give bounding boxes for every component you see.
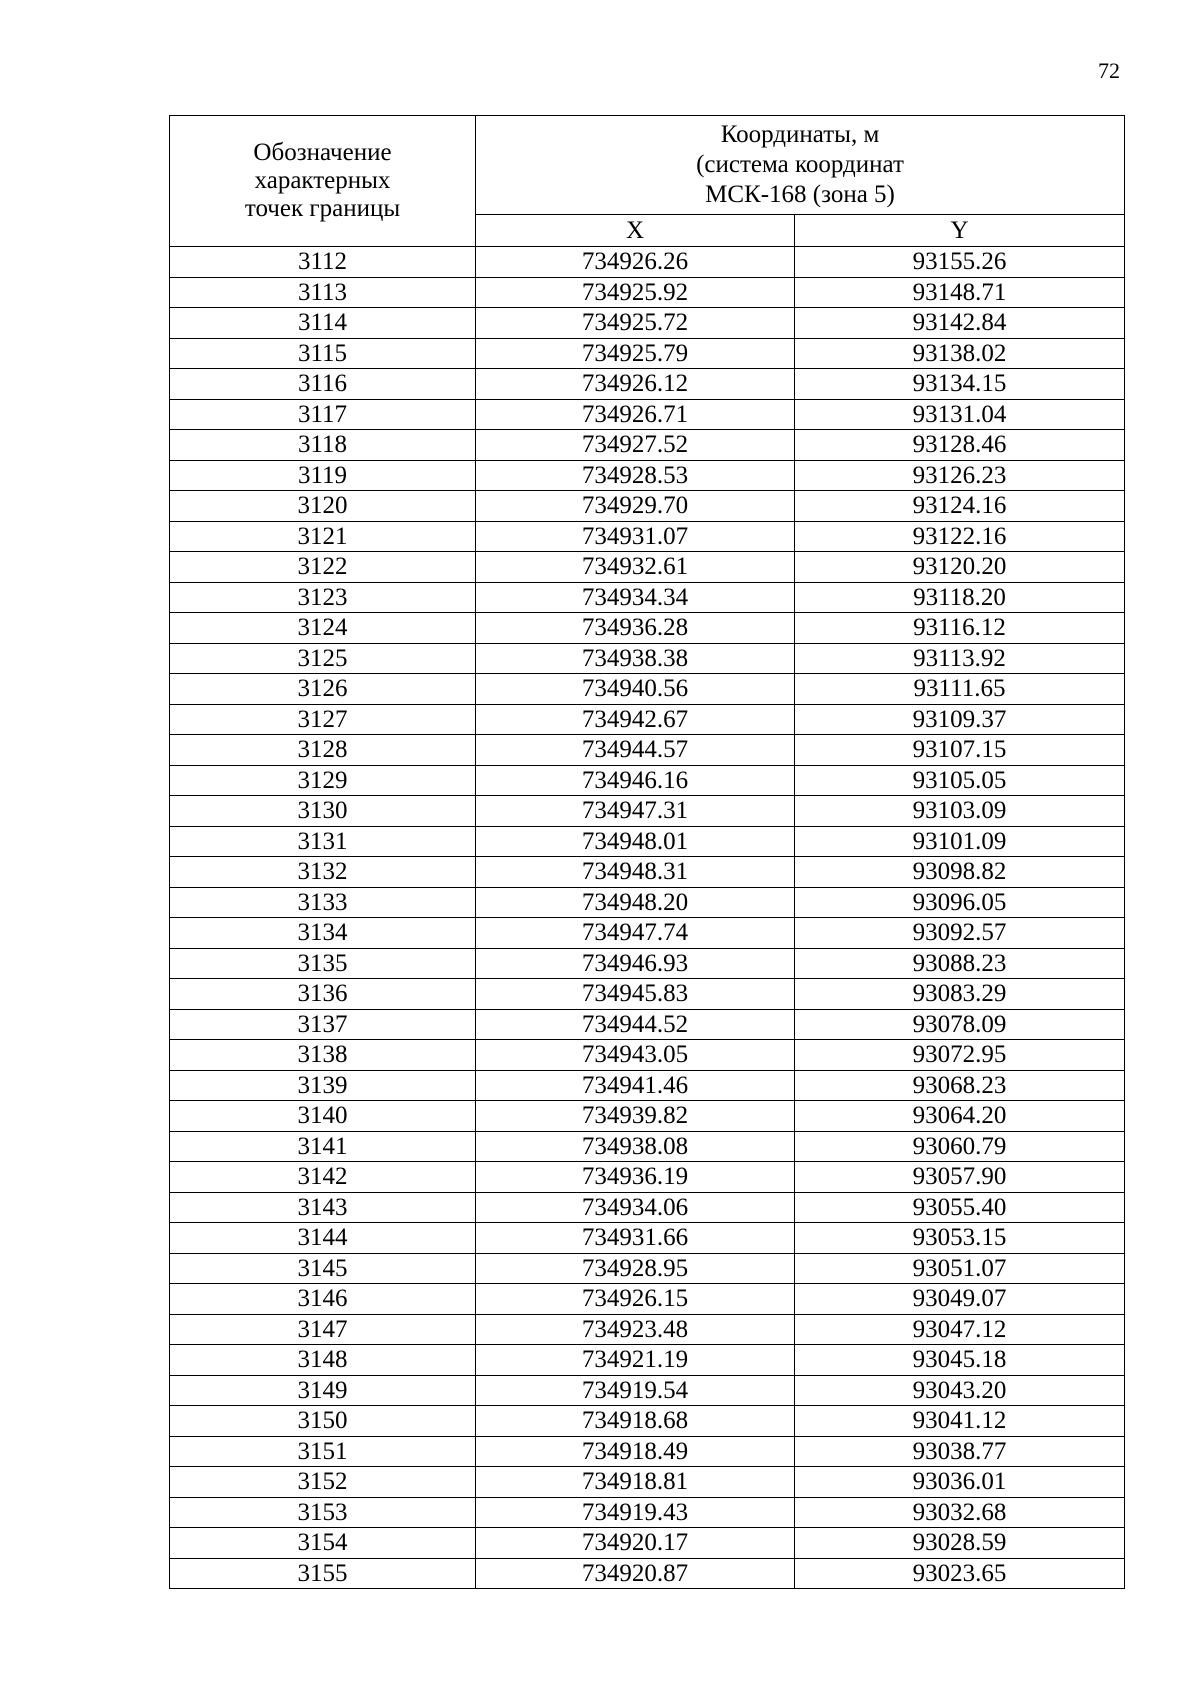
y-coordinate-cell: 93051.07	[795, 1253, 1125, 1284]
table-row	[170, 1375, 1125, 1406]
table-row	[170, 1192, 1125, 1223]
table-row	[170, 399, 1125, 430]
table-row	[170, 826, 1125, 857]
y-coordinate-cell: 93078.09	[795, 1009, 1125, 1040]
table-row	[170, 521, 1125, 552]
y-coordinate-cell: 93038.77	[795, 1436, 1125, 1467]
x-coordinate-cell: 734926.15	[476, 1284, 795, 1315]
point-id-cell: 3151	[170, 1436, 476, 1467]
table-row	[170, 765, 1125, 796]
point-id-cell: 3147	[170, 1314, 476, 1345]
table-row	[170, 460, 1125, 491]
x-coordinate-cell: 734934.06	[476, 1192, 795, 1223]
point-id-cell: 3138	[170, 1040, 476, 1071]
x-coordinate-cell: 734919.43	[476, 1497, 795, 1528]
point-id-cell: 3139	[170, 1070, 476, 1101]
point-id-cell: 3126	[170, 674, 476, 705]
x-coordinate-cell: 734939.82	[476, 1101, 795, 1132]
point-id-cell: 3131	[170, 826, 476, 857]
y-coordinate-cell: 93060.79	[795, 1131, 1125, 1162]
table-row	[170, 1253, 1125, 1284]
table-row	[170, 552, 1125, 583]
x-coordinate-cell: 734936.19	[476, 1162, 795, 1193]
y-coordinate-cell: 93041.12	[795, 1406, 1125, 1437]
point-id-cell: 3149	[170, 1375, 476, 1406]
y-coordinate-cell: 93105.05	[795, 765, 1125, 796]
x-coordinate-cell: 734925.92	[476, 277, 795, 308]
point-id-cell: 3144	[170, 1223, 476, 1254]
y-coordinate-cell: 93124.16	[795, 491, 1125, 522]
point-id-cell: 3142	[170, 1162, 476, 1193]
point-id-cell: 3128	[170, 735, 476, 766]
table-row	[170, 674, 1125, 705]
point-id-cell: 3129	[170, 765, 476, 796]
x-coordinate-cell: 734938.08	[476, 1131, 795, 1162]
y-coordinate-cell: 93126.23	[795, 460, 1125, 491]
x-coordinate-cell: 734938.38	[476, 643, 795, 674]
y-coordinate-cell: 93131.04	[795, 399, 1125, 430]
x-coordinate-cell: 734931.07	[476, 521, 795, 552]
y-coordinate-cell: 93096.05	[795, 887, 1125, 918]
x-coordinate-cell: 734919.54	[476, 1375, 795, 1406]
y-coordinate-cell: 93057.90	[795, 1162, 1125, 1193]
y-coordinate-cell: 93122.16	[795, 521, 1125, 552]
point-id-cell: 3146	[170, 1284, 476, 1315]
point-id-cell: 3137	[170, 1009, 476, 1040]
point-id-cell: 3130	[170, 796, 476, 827]
x-coordinate-cell: 734941.46	[476, 1070, 795, 1101]
x-coordinate-cell: 734945.83	[476, 979, 795, 1010]
y-coordinate-cell: 93092.57	[795, 918, 1125, 949]
header-x: X	[476, 215, 795, 247]
table-row	[170, 1101, 1125, 1132]
x-coordinate-cell: 734928.95	[476, 1253, 795, 1284]
x-coordinate-cell: 734944.52	[476, 1009, 795, 1040]
y-coordinate-cell: 93109.37	[795, 704, 1125, 735]
y-coordinate-cell: 93083.29	[795, 979, 1125, 1010]
x-coordinate-cell: 734926.71	[476, 399, 795, 430]
x-coordinate-cell: 734947.31	[476, 796, 795, 827]
table-row	[170, 1528, 1125, 1559]
coordinates-table	[169, 115, 1125, 1589]
table-row	[170, 613, 1125, 644]
x-coordinate-cell: 734928.53	[476, 460, 795, 491]
x-coordinate-cell: 734946.93	[476, 948, 795, 979]
table-row	[170, 491, 1125, 522]
y-coordinate-cell: 93134.15	[795, 369, 1125, 400]
x-coordinate-cell: 734923.48	[476, 1314, 795, 1345]
point-id-cell: 3117	[170, 399, 476, 430]
table-row	[170, 979, 1125, 1010]
y-coordinate-cell: 93032.68	[795, 1497, 1125, 1528]
x-coordinate-cell: 734918.81	[476, 1467, 795, 1498]
point-id-cell: 3134	[170, 918, 476, 949]
y-coordinate-cell: 93118.20	[795, 582, 1125, 613]
y-coordinate-cell: 93128.46	[795, 430, 1125, 461]
x-coordinate-cell: 734926.26	[476, 247, 795, 278]
table-row	[170, 887, 1125, 918]
header-row	[170, 116, 1125, 215]
y-coordinate-cell: 93103.09	[795, 796, 1125, 827]
table-row	[170, 582, 1125, 613]
y-coordinate-cell: 93053.15	[795, 1223, 1125, 1254]
point-id-cell: 3119	[170, 460, 476, 491]
point-id-cell: 3133	[170, 887, 476, 918]
point-id-cell: 3152	[170, 1467, 476, 1498]
y-coordinate-cell: 93045.18	[795, 1345, 1125, 1376]
point-id-cell: 3148	[170, 1345, 476, 1376]
table-row	[170, 338, 1125, 369]
table-row	[170, 1345, 1125, 1376]
y-coordinate-cell: 93055.40	[795, 1192, 1125, 1223]
point-id-cell: 3114	[170, 308, 476, 339]
table-row	[170, 1009, 1125, 1040]
x-coordinate-cell: 734932.61	[476, 552, 795, 583]
table-header	[170, 116, 1125, 247]
table-row	[170, 1314, 1125, 1345]
table-row	[170, 1070, 1125, 1101]
point-id-cell: 3136	[170, 979, 476, 1010]
x-coordinate-cell: 734943.05	[476, 1040, 795, 1071]
point-id-cell: 3154	[170, 1528, 476, 1559]
table-row	[170, 643, 1125, 674]
point-id-cell: 3112	[170, 247, 476, 278]
x-coordinate-cell: 734921.19	[476, 1345, 795, 1376]
y-coordinate-cell: 93138.02	[795, 338, 1125, 369]
y-coordinate-cell: 93068.23	[795, 1070, 1125, 1101]
y-coordinate-cell: 93047.12	[795, 1314, 1125, 1345]
y-coordinate-cell: 93036.01	[795, 1467, 1125, 1498]
point-id-cell: 3116	[170, 369, 476, 400]
y-coordinate-cell: 93107.15	[795, 735, 1125, 766]
y-coordinate-cell: 93043.20	[795, 1375, 1125, 1406]
y-coordinate-cell: 93049.07	[795, 1284, 1125, 1315]
table-row	[170, 1467, 1125, 1498]
point-id-cell: 3150	[170, 1406, 476, 1437]
x-coordinate-cell: 734942.67	[476, 704, 795, 735]
point-id-cell: 3122	[170, 552, 476, 583]
point-id-cell: 3143	[170, 1192, 476, 1223]
table-body	[170, 247, 1125, 1589]
x-coordinate-cell: 734944.57	[476, 735, 795, 766]
header-y: Y	[795, 215, 1125, 247]
page-number: 72	[1098, 58, 1120, 83]
x-coordinate-cell: 734940.56	[476, 674, 795, 705]
table-row	[170, 704, 1125, 735]
x-coordinate-cell: 734936.28	[476, 613, 795, 644]
table-row	[170, 1497, 1125, 1528]
x-coordinate-cell: 734925.79	[476, 338, 795, 369]
table-row	[170, 735, 1125, 766]
y-coordinate-cell: 93088.23	[795, 948, 1125, 979]
point-id-cell: 3132	[170, 857, 476, 888]
point-id-cell: 3121	[170, 521, 476, 552]
y-coordinate-cell: 93120.20	[795, 552, 1125, 583]
x-coordinate-cell: 734947.74	[476, 918, 795, 949]
header-designation: Обозначение характерных точек границы	[170, 116, 476, 247]
table-row	[170, 308, 1125, 339]
table-row	[170, 918, 1125, 949]
x-coordinate-cell: 734926.12	[476, 369, 795, 400]
point-id-cell: 3123	[170, 582, 476, 613]
table-row	[170, 369, 1125, 400]
point-id-cell: 3135	[170, 948, 476, 979]
x-coordinate-cell: 734931.66	[476, 1223, 795, 1254]
y-coordinate-cell: 93028.59	[795, 1528, 1125, 1559]
x-coordinate-cell: 734948.31	[476, 857, 795, 888]
y-coordinate-cell: 93098.82	[795, 857, 1125, 888]
x-coordinate-cell: 734920.87	[476, 1558, 795, 1589]
point-id-cell: 3124	[170, 613, 476, 644]
point-id-cell: 3120	[170, 491, 476, 522]
x-coordinate-cell: 734925.72	[476, 308, 795, 339]
table-row	[170, 1040, 1125, 1071]
point-id-cell: 3155	[170, 1558, 476, 1589]
x-coordinate-cell: 734948.01	[476, 826, 795, 857]
point-id-cell: 3140	[170, 1101, 476, 1132]
y-coordinate-cell: 93111.65	[795, 674, 1125, 705]
point-id-cell: 3141	[170, 1131, 476, 1162]
x-coordinate-cell: 734948.20	[476, 887, 795, 918]
y-coordinate-cell: 93072.95	[795, 1040, 1125, 1071]
y-coordinate-cell: 93064.20	[795, 1101, 1125, 1132]
table-row	[170, 1131, 1125, 1162]
x-coordinate-cell: 734929.70	[476, 491, 795, 522]
table-row	[170, 1406, 1125, 1437]
table-row	[170, 1284, 1125, 1315]
point-id-cell: 3113	[170, 277, 476, 308]
table-row	[170, 247, 1125, 278]
point-id-cell: 3145	[170, 1253, 476, 1284]
point-id-cell: 3125	[170, 643, 476, 674]
y-coordinate-cell: 93101.09	[795, 826, 1125, 857]
x-coordinate-cell: 734934.34	[476, 582, 795, 613]
table-row	[170, 857, 1125, 888]
point-id-cell: 3153	[170, 1497, 476, 1528]
x-coordinate-cell: 734927.52	[476, 430, 795, 461]
table-row	[170, 1436, 1125, 1467]
x-coordinate-cell: 734918.49	[476, 1436, 795, 1467]
y-coordinate-cell: 93155.26	[795, 247, 1125, 278]
table-row	[170, 277, 1125, 308]
y-coordinate-cell: 93023.65	[795, 1558, 1125, 1589]
table-row	[170, 948, 1125, 979]
y-coordinate-cell: 93148.71	[795, 277, 1125, 308]
point-id-cell: 3118	[170, 430, 476, 461]
x-coordinate-cell: 734920.17	[476, 1528, 795, 1559]
y-coordinate-cell: 93142.84	[795, 308, 1125, 339]
y-coordinate-cell: 93116.12	[795, 613, 1125, 644]
table-row	[170, 1162, 1125, 1193]
y-coordinate-cell: 93113.92	[795, 643, 1125, 674]
table-row	[170, 1223, 1125, 1254]
x-coordinate-cell: 734946.16	[476, 765, 795, 796]
point-id-cell: 3127	[170, 704, 476, 735]
table-row	[170, 430, 1125, 461]
x-coordinate-cell: 734918.68	[476, 1406, 795, 1437]
table-row	[170, 1558, 1125, 1589]
point-id-cell: 3115	[170, 338, 476, 369]
table-row	[170, 796, 1125, 827]
header-coordinates: Координаты, м (система координат МСК-168 (зона 5)	[476, 116, 1125, 215]
